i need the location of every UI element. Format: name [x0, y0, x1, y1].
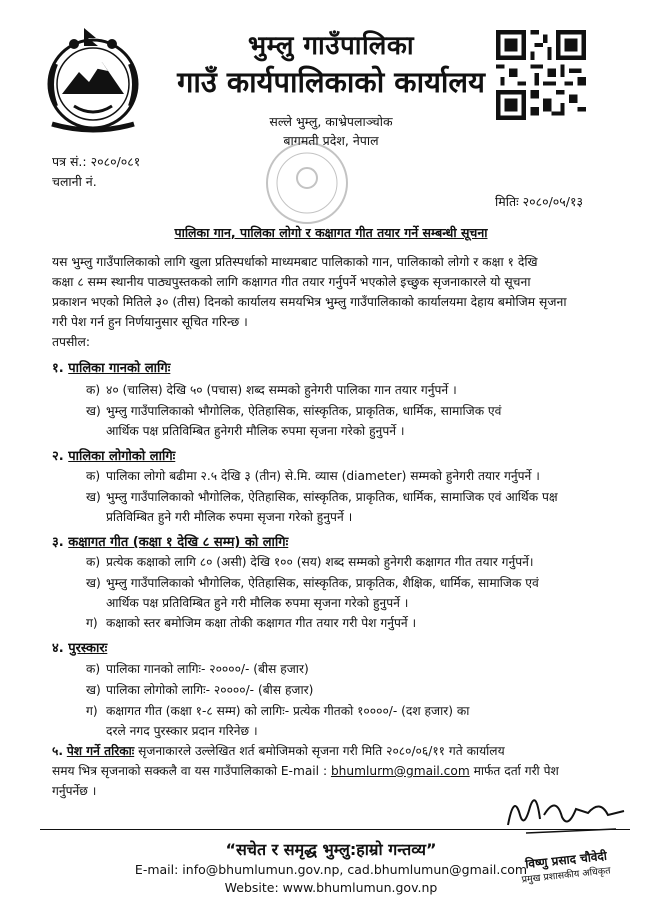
item-text: प्रत्येक कक्षाको लागि ८० (असी) देखि १०० (सय) शब्द सम्मको हुनेगरी कक्षागत गीत तयार गर्नुपर्ने। — [106, 555, 534, 569]
item-label: क) — [86, 469, 101, 483]
qr-code — [496, 30, 586, 120]
list-item — [86, 680, 616, 700]
item-text: भुम्लु गाउँपालिकाको भौगोलिक, ऐतिहासिक, सांस्कृतिक, प्राकृतिक, शैक्षिक, धार्मिक, सामाजिक एवं — [106, 576, 539, 590]
intro-line: प्रकाशन भएको मितिले ३० (तीस) दिनको कार्यालय समयभित्र भुम्लु गाउँपालिकाको कार्यालयमा देहाय बमोजिम सृजना — [52, 295, 567, 309]
section-title: कक्षागत गीत (कक्षा १ देखि ८ सम्म) को लागिः — [68, 535, 289, 550]
item-text: पालिका गानको लागिः- २००००/- (बीस हजार) — [106, 662, 309, 676]
letter-date: मितिः २०८०/०५/१३ — [495, 194, 583, 209]
item-label: ख) — [86, 490, 101, 504]
letter-number: पत्र सं.: २०८०/०८१ — [52, 154, 141, 169]
item-text: भुम्लु गाउँपालिकाको भौगोलिक, ऐतिहासिक, सांस्कृतिक, प्राकृतिक, धार्मिक, सामाजिक एवं आर्थिक पक्ष — [106, 490, 558, 504]
section-2-heading — [52, 446, 175, 464]
section-number: १. — [52, 361, 64, 376]
signatory-name: विष्णु प्रसाद चौवेदी — [524, 848, 608, 872]
item-label: क) — [86, 383, 101, 397]
address-line-2: बागमती प्रदेश, नेपाल — [283, 133, 379, 148]
intro-paragraph — [52, 252, 612, 352]
footer-email[interactable]: E-mail: info@bhumlumun.gov.np, cad.bhumlumun@gmail.com — [134, 862, 528, 877]
item-label: ग) — [86, 704, 98, 718]
list-item — [86, 659, 616, 679]
footer-website[interactable]: Website: www.bhumlumun.gov.np — [224, 880, 438, 895]
intro-line: कक्षा ८ सम्म स्थानीय पाठ्यपुस्तकको लागि कक्षागत गीत तयार गर्नुपर्ने भएकोले इच्छुक सृजनाकारले यो सूचना — [52, 275, 531, 289]
item-text-continued: प्रतिविम्बित हुने गरी मौलिक रुपमा सृजना गरेको हुनुपर्ने । — [106, 510, 353, 524]
office-title: गाउँ कार्यपालिकाको कार्यालय — [177, 65, 485, 99]
signatory-designation: प्रमुख प्रशासकीय अधिकृत — [521, 865, 612, 886]
section-5-line — [52, 741, 612, 761]
section-title: पुरस्कारः — [68, 641, 108, 656]
list-item — [86, 401, 616, 441]
section-5-line: गर्नुपर्नेछ । — [52, 784, 97, 798]
list-item — [86, 552, 616, 572]
section-1-heading — [52, 358, 170, 376]
section-number: २. — [52, 449, 64, 464]
item-text: पालिका लोगो बढीमा २.५ देखि ३ (तीन) से.मि. व्यास (diameter) सम्मको हुनेगरी तयार गर्नुपर्ने । — [106, 469, 540, 483]
section-4-heading — [52, 638, 107, 656]
footer-slogan: “सचेत र समृद्ध भुम्लु:हाम्रो गन्तव्य” — [225, 840, 437, 859]
section-3-heading — [52, 532, 288, 550]
signature-scribble-icon — [496, 785, 636, 845]
list-item — [86, 613, 616, 633]
address-line-1: सल्ले भुम्लु, काभ्रेपलाञ्चोक — [269, 114, 393, 129]
item-text: पालिका लोगोको लागिः- २००००/- (बीस हजार) — [106, 683, 314, 697]
item-text-continued: दरले नगद पुरस्कार प्रदान गरिनेछ । — [106, 724, 258, 738]
item-label: ख) — [86, 683, 101, 697]
tapsil-label: तपसील: — [52, 335, 90, 349]
section-5-text: सृजनाकारले उल्लेखित शर्त बमोजिमको सृजना गरी मिति २०८०/०६/११ गते कार्यालय — [138, 744, 505, 758]
municipality-title: भुम्लु गाउँपालिका — [247, 31, 415, 61]
office-stamp — [262, 138, 352, 228]
section-5-text: समय भित्र सृजनाको सक्कलै वा यस गाउँपालिकाको E-mail : — [52, 764, 328, 778]
section-number: ५. — [52, 744, 63, 758]
section-title: पेश गर्ने तरिकाः — [66, 744, 135, 758]
list-item — [86, 573, 616, 613]
subject-text: पालिका गान, पालिका लोगो र कक्षागत गीत तयार गर्ने सम्बन्धी सूचना — [174, 225, 488, 240]
section-5-text: मार्फत दर्ता गरी पेश — [473, 764, 559, 778]
item-text: कक्षाको स्तर बमोजिम कक्षा तोकी कक्षागत गीत तयार गरी पेश गर्नुपर्ने । — [106, 616, 417, 630]
item-label: ख) — [86, 576, 101, 590]
item-text: भुम्लु गाउँपालिकाको भौगोलिक, ऐतिहासिक, सांस्कृतिक, प्राकृतिक, धार्मिक, सामाजिक एवं — [106, 404, 502, 418]
section-number: ४. — [52, 641, 64, 656]
item-label: ग) — [86, 616, 98, 630]
section-5-line — [52, 761, 612, 781]
section-title: पालिका लोगोको लागिः — [68, 449, 176, 464]
item-text: कक्षागत गीत (कक्षा १-८ सम्म) को लागिः- प्रत्येक गीतको १००००/- (दश हजार) का — [106, 704, 470, 718]
intro-line: गरी पेश गर्न हुन निर्णयानुसार सूचित गरिन्छ । — [52, 315, 248, 329]
section-title: पालिका गानको लागिः — [68, 361, 171, 376]
dispatch-number: चलानी नं. — [52, 174, 97, 189]
list-item — [86, 487, 616, 527]
email-link[interactable]: bhumlurm@gmail.com — [330, 764, 470, 778]
item-label: क) — [86, 555, 101, 569]
notice-subject — [0, 224, 662, 241]
item-label: ख) — [86, 404, 101, 418]
footer-divider — [40, 829, 630, 830]
item-text: ४० (चालिस) देखि ५० (पचास) शब्द सम्मको हुनेगरी पालिका गान तयार गर्नुपर्ने । — [106, 383, 457, 397]
list-item — [86, 701, 616, 741]
item-text-continued: आर्थिक पक्ष प्रतिविम्बित हुनेगरी मौलिक रुपमा सृजना गरेको हुनुपर्ने । — [106, 424, 405, 438]
item-text-continued: आर्थिक पक्ष प्रतिविम्बित हुने गरी मौलिक रुपमा सृजना गरेको हुनुपर्ने । — [106, 596, 409, 610]
section-number: ३. — [52, 535, 64, 550]
list-item — [86, 380, 616, 400]
intro-line: यस भुम्लु गाउँपालिकाको लागि खुला प्रतिस्पर्धाको माध्यमबाट पालिकाको गान, पालिकाको लोगो र कक्षा १ देखि — [52, 255, 538, 269]
list-item — [86, 466, 616, 486]
item-label: क) — [86, 662, 101, 676]
